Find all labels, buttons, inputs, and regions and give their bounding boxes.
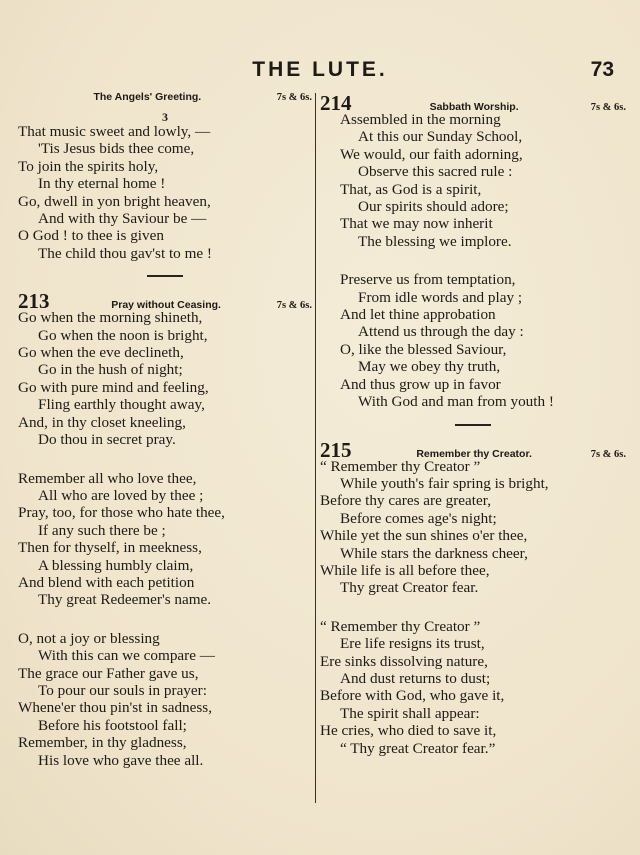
verse-line: Remember all who love thee, xyxy=(18,469,197,487)
verse-line: While stars the darkness cheer, xyxy=(340,544,528,562)
right-column xyxy=(320,91,626,757)
verse-line: Observe this sacred rule : xyxy=(358,163,513,181)
verse-line: The child thou gav'st to me ! xyxy=(38,244,212,262)
verse-line: Fling earthly thought away, xyxy=(38,396,205,414)
verse-line: And thus grow up in favor xyxy=(340,375,501,393)
stanza-gap xyxy=(320,250,626,271)
verse-line: Before with God, who gave it, xyxy=(320,687,505,705)
running-title: THE LUTE. xyxy=(252,58,388,81)
verse-line: That music sweet and lowly, — xyxy=(18,123,211,140)
verse-line: Go with pure mind and feeling, xyxy=(18,378,209,396)
verse-line: While yet the sun shines o'er thee, xyxy=(320,527,528,545)
left-column xyxy=(18,91,312,769)
verse-line: Whene'er thou pin'st in sadness, xyxy=(18,699,213,717)
hymn-number: 213 xyxy=(18,289,50,314)
verse-line: Before thy cares are greater, xyxy=(320,492,491,510)
column-divider xyxy=(315,93,316,803)
hymn-number: 214 xyxy=(320,91,352,115)
verse-line: At this our Sunday School, xyxy=(358,128,523,146)
stanza xyxy=(320,111,626,250)
stanza xyxy=(18,123,312,262)
verse-line: With this can we compare — xyxy=(38,647,215,665)
verse-line: To pour our souls in prayer: xyxy=(38,681,207,699)
verse-line: And, in thy closet kneeling, xyxy=(18,413,186,431)
verse-line: And blend with each petition xyxy=(18,573,195,591)
page-number: 73 xyxy=(590,58,614,81)
verse-line: From idle words and play ; xyxy=(358,288,523,306)
hymn-continued xyxy=(18,91,312,262)
verse-line: The blessing we implore. xyxy=(358,232,512,250)
verse-line: Then for thyself, in meekness, xyxy=(18,539,202,557)
verse-line: A blessing humbly claim, xyxy=(38,556,194,574)
verse-line: And dust returns to dust; xyxy=(340,669,491,687)
hymn-215 xyxy=(320,438,626,758)
verse-line: Go when the morning shineth, xyxy=(18,309,203,327)
verse-line: Do thou in secret pray. xyxy=(38,431,176,449)
hymn-title: The Angels' Greeting. xyxy=(93,91,202,103)
verse-line: Preserve us from temptation, xyxy=(340,271,516,289)
hymn-number: 215 xyxy=(320,437,352,462)
verse-line: The spirit shall appear: xyxy=(340,704,480,722)
hymn-meter: 7s & 6s. xyxy=(276,92,312,103)
verse-line: And let thine approbation xyxy=(340,306,496,324)
stanza-number: 3 xyxy=(162,110,168,124)
verse-line: O God ! to thee is given xyxy=(18,227,164,245)
verse-line: Go when the eve declineth, xyxy=(18,344,184,362)
hymn-header xyxy=(320,437,626,462)
stanza xyxy=(320,618,626,757)
hymn-meter: 7s & 6s. xyxy=(276,300,312,312)
stanza xyxy=(18,630,312,769)
verse-line: Go in the hush of night; xyxy=(38,361,183,379)
hymn-title: Pray without Ceasing. xyxy=(111,299,221,312)
verse-line: Before comes age's night; xyxy=(340,509,497,527)
verse-line: He cries, who died to save it, xyxy=(320,722,497,740)
verse-line: While life is all before thee, xyxy=(320,561,490,579)
verse-line: Before his footstool fall; xyxy=(38,716,187,734)
stanza xyxy=(320,271,626,410)
verse-line: Pray, too, for those who hate thee, xyxy=(18,504,225,522)
verse-line: While youth's fair spring is bright, xyxy=(340,474,549,492)
verse-line: Ere sinks dissolving nature, xyxy=(320,652,488,670)
verse-line: 'Tis Jesus bids thee come, xyxy=(38,140,195,158)
verse-line: “ Thy great Creator fear.” xyxy=(340,739,496,757)
verse-line: Assembled in the morning xyxy=(340,111,501,128)
hymn-214 xyxy=(320,91,626,411)
stanza xyxy=(320,458,626,597)
stanza-gap xyxy=(18,609,312,630)
verse-line: With God and man from youth ! xyxy=(358,393,554,411)
section-rule xyxy=(455,424,491,426)
verse-line: “ Remember thy Creator ” xyxy=(320,617,481,635)
hymn-header xyxy=(320,91,626,115)
verse-line: Our spirits should adore; xyxy=(358,198,509,216)
verse-line: His love who gave thee all. xyxy=(38,751,204,769)
verse-line: That, as God is a spirit, xyxy=(340,180,482,198)
verse-line: To join the spirits holy, xyxy=(18,157,159,175)
hymn-header xyxy=(18,289,312,314)
verse-line: O, not a joy or blessing xyxy=(18,629,160,647)
stanza xyxy=(18,470,312,609)
verse-line: All who are loved by thee ; xyxy=(38,486,204,504)
hymn-header xyxy=(18,91,312,111)
verse-line: Ere life resigns its trust, xyxy=(340,635,485,653)
hymn-title: Sabbath Worship. xyxy=(429,101,519,113)
hymn-meter: 7s & 6s. xyxy=(590,102,626,113)
verse-line: Remember, in thy gladness, xyxy=(18,734,187,752)
hymn-title: Remember thy Creator. xyxy=(416,447,532,460)
verse-line: May we obey thy truth, xyxy=(358,358,501,376)
verse-line: In thy eternal home ! xyxy=(38,175,166,193)
stanza-gap xyxy=(320,597,626,618)
verse-line: That we may now inherit xyxy=(340,215,493,233)
hymn-meter: 7s & 6s. xyxy=(590,448,626,460)
verse-line: Go, dwell in yon bright heaven, xyxy=(18,192,211,210)
verse-line: Go when the noon is bright, xyxy=(38,326,208,344)
verse-line: Attend us through the day : xyxy=(358,323,524,341)
verse-line: We would, our faith adorning, xyxy=(340,145,523,163)
verse-line: If any such there be ; xyxy=(38,521,166,539)
hymn-213 xyxy=(18,289,312,769)
verse-line: O, like the blessed Saviour, xyxy=(340,340,507,358)
verse-line: Thy great Redeemer's name. xyxy=(38,591,212,609)
verse-line: The grace our Father gave us, xyxy=(18,664,199,682)
stanza xyxy=(18,309,312,448)
stanza-gap xyxy=(18,449,312,470)
section-rule xyxy=(147,275,183,277)
verse-line: “ Remember thy Creator ” xyxy=(320,457,481,475)
verse-line: And with thy Saviour be — xyxy=(38,210,207,228)
verse-line: Thy great Creator fear. xyxy=(340,579,479,597)
